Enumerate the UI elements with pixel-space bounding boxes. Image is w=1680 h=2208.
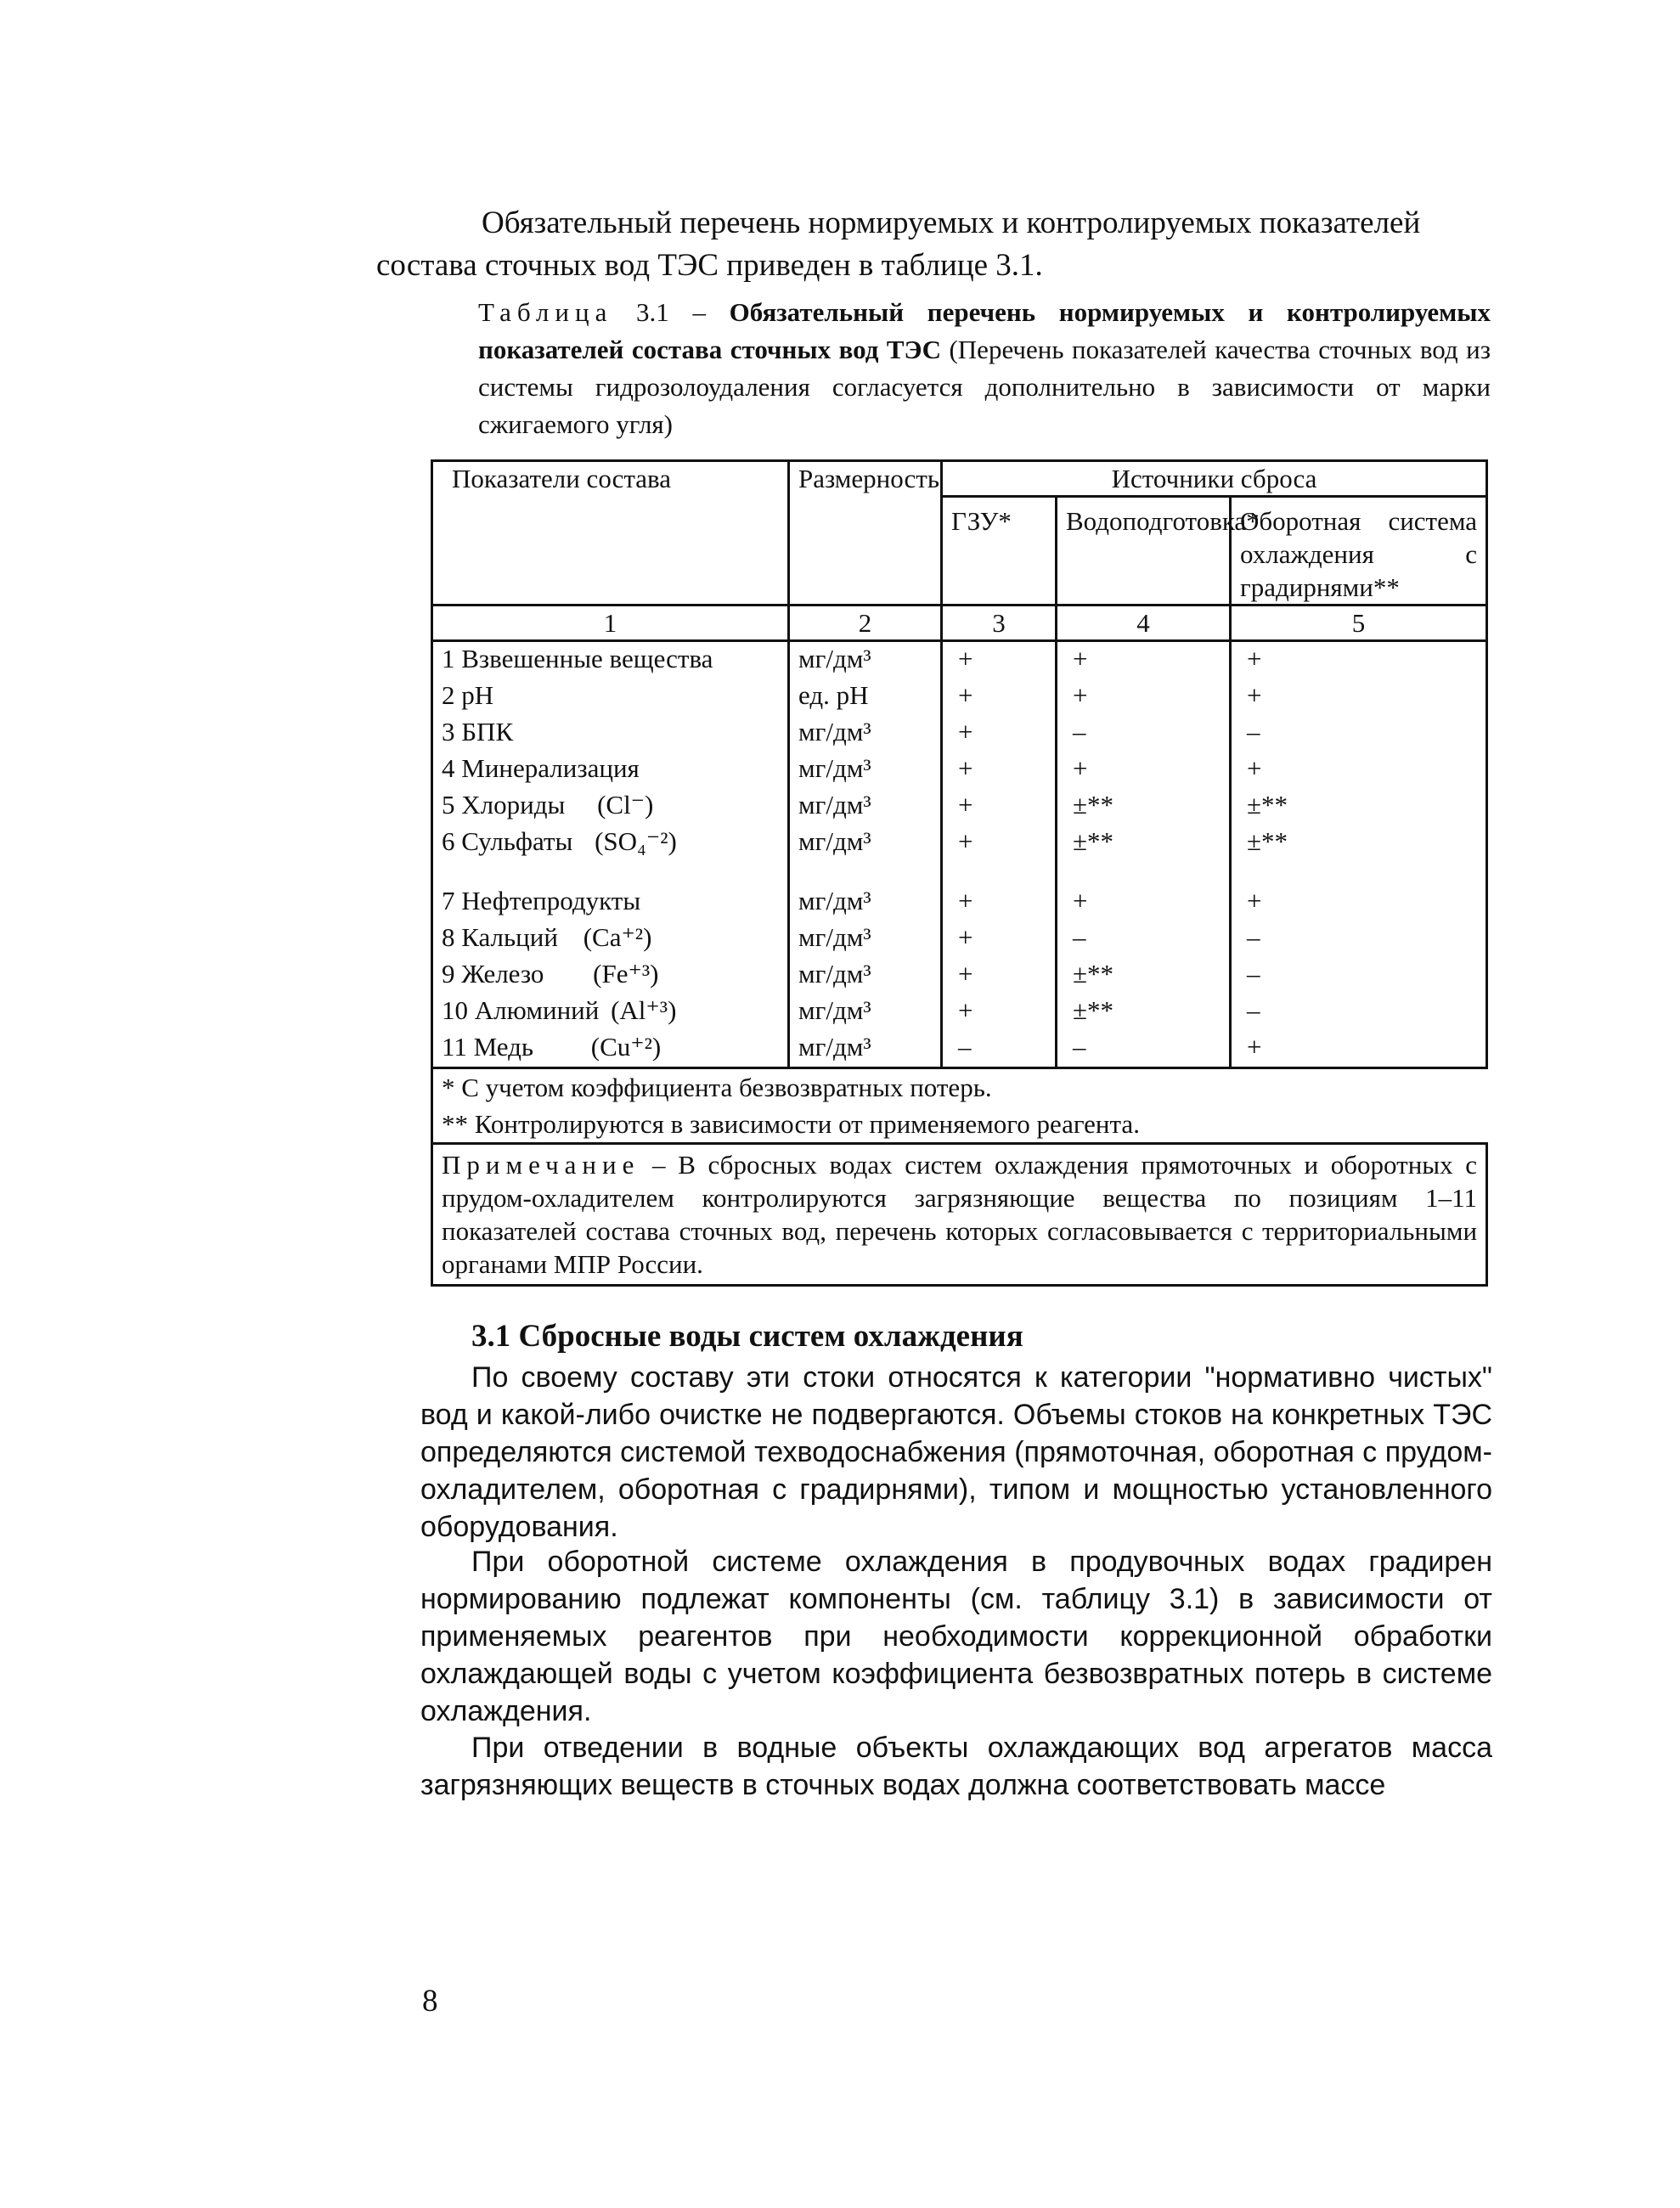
table-row [432, 752, 1487, 788]
row-ion: (Al⁺³) [611, 995, 677, 1025]
row-unit: мг/дм³ [789, 825, 942, 884]
row-cooling: + [1231, 884, 1487, 921]
row-name: 8 Кальций [442, 922, 558, 952]
row-ion: (Fe⁺³) [593, 959, 659, 989]
row-name: 3 БПК [442, 717, 514, 746]
row-gzu: + [942, 994, 1057, 1030]
row-cooling: + [1231, 679, 1487, 715]
row-ion: (Cl⁻) [597, 790, 654, 820]
row-name: 2 рН [442, 680, 494, 710]
col-number-5: 5 [1231, 606, 1487, 641]
col-number-4: 4 [1057, 606, 1231, 641]
row-unit: мг/дм³ [789, 1030, 942, 1068]
table-row [432, 921, 1487, 957]
paragraph-1 [420, 1359, 1492, 1546]
row-water: + [1057, 679, 1231, 715]
section-title: 3.1 Сбросные воды систем охлаждения [471, 1319, 1023, 1354]
caption-title: Обязательный перечень нормируемых и контролируемых показателей состава сточных вод ТЭС [478, 297, 1491, 364]
col-number-1: 1 [432, 606, 789, 641]
table-body [432, 641, 1487, 1068]
row-cooling: + [1231, 641, 1487, 679]
row-gzu: + [942, 641, 1057, 679]
intro-line-2: состава сточных вод ТЭС приведен в таблице 3.1. [376, 248, 1043, 283]
row-water: + [1057, 641, 1231, 679]
table-note [432, 1144, 1487, 1286]
row-gzu: + [942, 957, 1057, 994]
intro-line-1: Обязательный перечень нормируемых и контролируемых показателей [482, 206, 1421, 240]
paragraph-2-text: При оборотной системе охлаждения в продувочных водах градирен нормированию подлежат компоненты (см. таблицу 3.1) в зависимости от применяемых реагентов при необходимости коррекционной обработки охлаждающей воды с учетом коэффициента безвозвратных потерь в системе охлаждения. [420, 1546, 1492, 1727]
table-row [432, 994, 1487, 1030]
row-water: – [1057, 921, 1231, 957]
table-row [432, 788, 1487, 825]
row-gzu: + [942, 825, 1057, 884]
row-cooling: – [1231, 957, 1487, 994]
row-name: 9 Железо [442, 959, 544, 989]
row-gzu: + [942, 715, 1057, 752]
row-name: 5 Хлориды [442, 790, 566, 820]
paragraph-3 [420, 1729, 1492, 1804]
row-cooling: – [1231, 994, 1487, 1030]
row-water: ±** [1057, 957, 1231, 994]
table-row [432, 715, 1487, 752]
row-water: + [1057, 884, 1231, 921]
row-cooling: + [1231, 752, 1487, 788]
row-cooling: – [1231, 715, 1487, 752]
table-row [432, 957, 1487, 994]
row-name: 7 Нефтепродукты [442, 886, 641, 915]
header-water-treatment: Водоподготовка* [1057, 497, 1231, 606]
table-row [432, 679, 1487, 715]
row-unit: мг/дм³ [789, 884, 942, 921]
header-sources: Источники сброса [942, 461, 1487, 497]
note-label: Примечание [442, 1150, 640, 1180]
row-gzu: + [942, 921, 1057, 957]
row-unit: мг/дм³ [789, 641, 942, 679]
header-indicators: Показатели состава [432, 461, 789, 606]
paragraph-3-text: При отведении в водные объекты охлаждающих вод агрегатов масса загрязняющих веществ в сточных водах должна соответствовать массе [420, 1732, 1492, 1801]
row-unit: мг/дм³ [789, 994, 942, 1030]
table-row [432, 1030, 1487, 1068]
row-name: 6 Сульфаты [442, 826, 573, 856]
paragraph-1-text: По своему составу эти стоки относятся к категории "нормативно чистых" вод и какой-либо очистке не подвергаются. Объемы стоков на конкретных ТЭС определяются системой техводоснабжения (прямоточная, оборотная с прудом-охладителем, оборотная с градирнями), типом и мощностью установленного оборудования. [420, 1361, 1492, 1543]
row-unit: мг/дм³ [789, 752, 942, 788]
row-gzu: + [942, 788, 1057, 825]
row-ion: (Ca⁺²) [583, 922, 652, 952]
row-name: 4 Минерализация [442, 753, 640, 783]
header-gzu: ГЗУ* [942, 497, 1057, 606]
intro-paragraph [376, 202, 1491, 287]
indicators-table [431, 459, 1488, 1287]
row-gzu: + [942, 679, 1057, 715]
caption-number: 3.1 – [636, 297, 706, 327]
row-water: – [1057, 715, 1231, 752]
table-row [432, 825, 1487, 884]
row-ion: (Cu⁺²) [590, 1032, 662, 1062]
row-name: 1 Взвешенные вещества [442, 644, 713, 673]
row-water: – [1057, 1030, 1231, 1068]
page-number: 8 [422, 1984, 438, 2019]
table-caption [478, 294, 1491, 443]
row-unit: ед. рН [789, 679, 942, 715]
row-cooling: + [1231, 1030, 1487, 1068]
row-gzu: – [942, 1030, 1057, 1068]
header-cooling-system: Оборотная система охлаждения с градирнями** [1231, 497, 1487, 606]
row-water: ±** [1057, 788, 1231, 825]
row-cooling: ±** [1231, 825, 1487, 884]
row-water: ±** [1057, 825, 1231, 884]
row-water: + [1057, 752, 1231, 788]
row-water: ±** [1057, 994, 1231, 1030]
row-cooling: – [1231, 921, 1487, 957]
footnote-2: ** Контролируются в зависимости от применяемого реагента. [432, 1106, 1487, 1144]
row-name: 10 Алюминий [442, 995, 600, 1025]
table-row [432, 641, 1487, 679]
row-cooling: ±** [1231, 788, 1487, 825]
caption-subtitle: (Перечень показателей качества сточных вод из системы гидрозолоудаления согласуется дополнительно в зависимости от марки сжигаемого угля) [478, 335, 1491, 439]
row-ion: (SO₄⁻²) [595, 826, 677, 856]
row-unit: мг/дм³ [789, 921, 942, 957]
col-number-3: 3 [942, 606, 1057, 641]
row-gzu: + [942, 884, 1057, 921]
row-name: 11 Медь [442, 1032, 534, 1062]
caption-label: Таблица [478, 297, 613, 327]
footnote-1: * С учетом коэффициента безвозвратных потерь. [432, 1068, 1487, 1107]
note-text: – В сбросных водах систем охлаждения прямоточных и оборотных с прудом-охладителем контролируются загрязняющие вещества по позициям 1–11 показателей состава сточных вод, перечень которых согласовывается с территориальными органами МПР России. [442, 1150, 1478, 1279]
paragraph-2 [420, 1543, 1492, 1730]
row-unit: мг/дм³ [789, 715, 942, 752]
col-number-2: 2 [789, 606, 942, 641]
table-row [432, 884, 1487, 921]
row-unit: мг/дм³ [789, 788, 942, 825]
row-gzu: + [942, 752, 1057, 788]
header-units: Размерность [789, 461, 942, 606]
row-unit: мг/дм³ [789, 957, 942, 994]
